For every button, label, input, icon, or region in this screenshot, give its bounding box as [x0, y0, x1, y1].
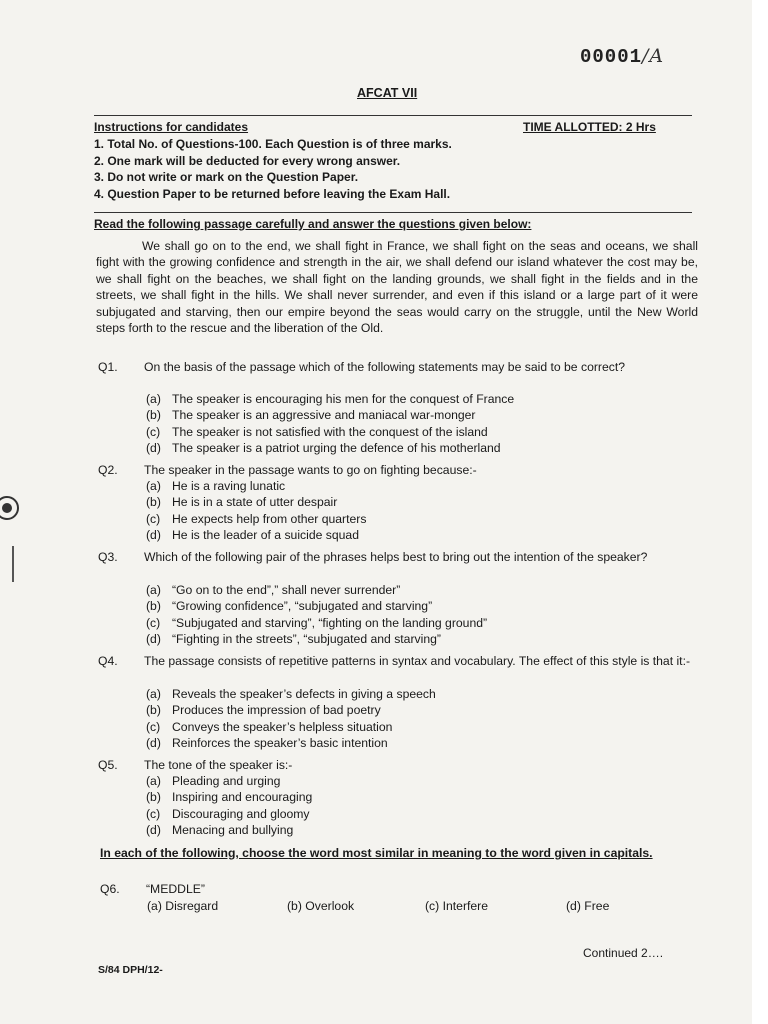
- option: (d) Free: [566, 899, 610, 913]
- instructions-list: [94, 136, 452, 202]
- question-1: [98, 359, 700, 375]
- question-5-options: [146, 773, 312, 839]
- serial-digits: 00001: [580, 46, 643, 68]
- option: (a) The speaker is encouraging his men for the conquest of France: [146, 392, 515, 406]
- exam-title: AFCAT VII: [357, 86, 418, 100]
- instruction-item: 3. Do not write or mark on the Question Paper.: [94, 170, 359, 184]
- instruction-item: 1. Total No. of Questions-100. Each Question is of three marks.: [94, 137, 452, 151]
- question-4-options: [146, 686, 436, 752]
- serial-number: [580, 45, 664, 68]
- option: (b) Inspiring and encouraging: [146, 790, 313, 805]
- option: (d) “Fighting in the streets”, “subjugated and starving”: [146, 632, 441, 647]
- question-number: Q2.: [98, 463, 118, 477]
- option: (d) He is the leader of a suicide squad: [146, 528, 359, 543]
- option: (a) “Go on to the end”,” shall never surrender”: [146, 583, 401, 597]
- question-text: Which of the following pair of the phrases helps best to bring out the intention of the speaker?: [144, 550, 648, 564]
- option: (b) Produces the impression of bad poetry: [146, 703, 381, 718]
- instruction-item: 4. Question Paper to be returned before leaving the Exam Hall.: [94, 186, 451, 201]
- question-word: “MEDDLE”: [146, 882, 205, 896]
- section-heading: In each of the following, choose the word most similar in meaning to the word given in capitals.: [100, 846, 653, 860]
- option: (a) He is a raving lunatic: [146, 479, 286, 493]
- option: (c) Conveys the speaker’s helpless situation: [146, 719, 393, 734]
- option: (b) He is in a state of utter despair: [146, 495, 338, 510]
- option: (c) Discouraging and gloomy: [146, 806, 310, 821]
- question-number: Q3.: [98, 550, 118, 564]
- question-3-options: [146, 582, 487, 648]
- passage-heading: Read the following passage carefully and answer the questions given below:: [94, 217, 532, 231]
- question-text: The tone of the speaker is:-: [144, 758, 293, 772]
- option: (d) The speaker is a patriot urging the defence of his motherland: [146, 441, 501, 456]
- instruction-item: 2. One mark will be deducted for every wrong answer.: [94, 153, 401, 168]
- option: (a) Disregard: [147, 899, 219, 913]
- question-1-options: [146, 391, 514, 457]
- question-text: On the basis of the passage which of the following statements may be said to be correct?: [144, 360, 625, 374]
- question-number: Q4.: [98, 654, 118, 668]
- question-5: [98, 757, 700, 773]
- margin-mark: [12, 546, 14, 582]
- footer-code: S/84 DPH/12-: [98, 964, 163, 976]
- option: (b) “Growing confidence”, “subjugated and starving”: [146, 599, 433, 614]
- option: (b) Overlook: [287, 899, 355, 913]
- question-6: [100, 882, 205, 896]
- passage-text: We shall go on to the end, we shall fight in France, we shall fight on the seas and oceans, we shall fight with the growing confidence and strength in the air, we shall defend our island whatever the cost may be, we shall fight on the beaches, we shall fight on the landing grounds, we shall fight in the fields and in the streets, we shall fight in the hills. We shall never surrender, and even if this island or a large part of it were subjugated and starving, then our empire beyond the seas would carry on the struggle, until the New World steps forth to the rescue and the liberation of the Old.: [96, 239, 698, 336]
- divider-top: [94, 115, 692, 116]
- question-4: [98, 653, 700, 669]
- option: (c) The speaker is not satisfied with the conquest of the island: [146, 424, 488, 439]
- question-text: The speaker in the passage wants to go on fighting because:-: [144, 463, 477, 477]
- option: (c) Interfere: [425, 899, 488, 913]
- option: (a) Reveals the speaker’s defects in giving a speech: [146, 687, 436, 701]
- option: (c) He expects help from other quarters: [146, 511, 367, 526]
- divider-middle: [94, 212, 692, 213]
- scan-margin: [752, 0, 768, 1024]
- time-allotted: TIME ALLOTTED: 2 Hrs: [523, 120, 656, 134]
- punch-hole-icon: [0, 490, 26, 526]
- question-text: The passage consists of repetitive patterns in syntax and vocabulary. The effect of this style is that it:-: [144, 654, 691, 668]
- option: (b) The speaker is an aggressive and maniacal war-monger: [146, 408, 476, 423]
- option: (d) Menacing and bullying: [146, 823, 294, 838]
- option: (a) Pleading and urging: [146, 774, 281, 788]
- question-2: [98, 462, 700, 478]
- continued-note: Continued 2….: [583, 946, 664, 960]
- option: (d) Reinforces the speaker’s basic intention: [146, 736, 388, 751]
- instructions-heading: Instructions for candidates: [94, 120, 249, 134]
- question-number: Q6.: [100, 882, 120, 896]
- question-3: [98, 549, 700, 565]
- option: (c) “Subjugated and starving”, “fighting on the landing ground”: [146, 615, 488, 630]
- serial-suffix: /A: [642, 45, 665, 67]
- question-number: Q5.: [98, 758, 118, 772]
- question-number: Q1.: [98, 360, 118, 374]
- question-2-options: [146, 478, 366, 544]
